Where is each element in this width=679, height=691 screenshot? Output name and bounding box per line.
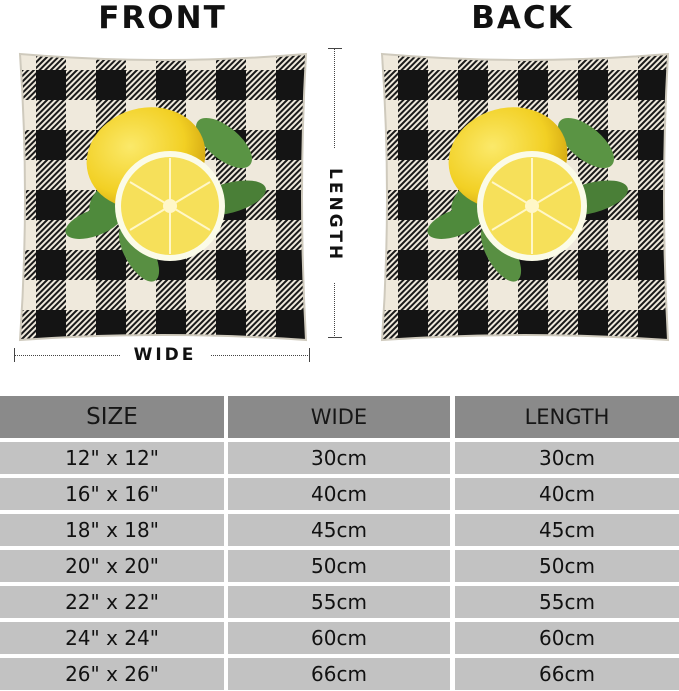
table-header-wide: WIDE: [228, 396, 450, 438]
wide-right-cap: [309, 348, 310, 362]
front-heading: FRONT: [98, 0, 227, 36]
wide-label: WIDE: [120, 343, 210, 367]
front-pillow-image: [14, 48, 312, 346]
length-dimension-marker: [318, 48, 352, 338]
wide-left-cap: [14, 348, 15, 362]
table-cell-length: 45cm: [455, 514, 679, 546]
table-cell-size: 24" x 24": [0, 622, 224, 654]
back-pillow-image: [376, 48, 674, 346]
table-cell-length: 60cm: [455, 622, 679, 654]
table-cell-size: 18" x 18": [0, 514, 224, 546]
back-heading: BACK: [471, 0, 574, 36]
table-cell-wide: 30cm: [228, 442, 450, 474]
table-cell-wide: 60cm: [228, 622, 450, 654]
table-cell-wide: 40cm: [228, 478, 450, 510]
table-cell-size: 20" x 20": [0, 550, 224, 582]
table-cell-wide: 45cm: [228, 514, 450, 546]
table-cell-length: 40cm: [455, 478, 679, 510]
table-cell-length: 55cm: [455, 586, 679, 618]
table-cell-size: 26" x 26": [0, 658, 224, 690]
table-cell-length: 50cm: [455, 550, 679, 582]
table-cell-wide: 55cm: [228, 586, 450, 618]
table-cell-wide: 66cm: [228, 658, 450, 690]
table-cell-size: 16" x 16": [0, 478, 224, 510]
length-bottom-cap: [328, 337, 342, 338]
table-header-size: SIZE: [0, 396, 224, 438]
table-cell-length: 66cm: [455, 658, 679, 690]
table-cell-size: 12" x 12": [0, 442, 224, 474]
table-cell-length: 30cm: [455, 442, 679, 474]
length-label: LENGTH: [322, 148, 348, 283]
table-cell-wide: 50cm: [228, 550, 450, 582]
length-top-cap: [328, 48, 342, 49]
table-header-length: LENGTH: [455, 396, 679, 438]
table-cell-size: 22" x 22": [0, 586, 224, 618]
wide-dimension-marker: [14, 340, 310, 370]
